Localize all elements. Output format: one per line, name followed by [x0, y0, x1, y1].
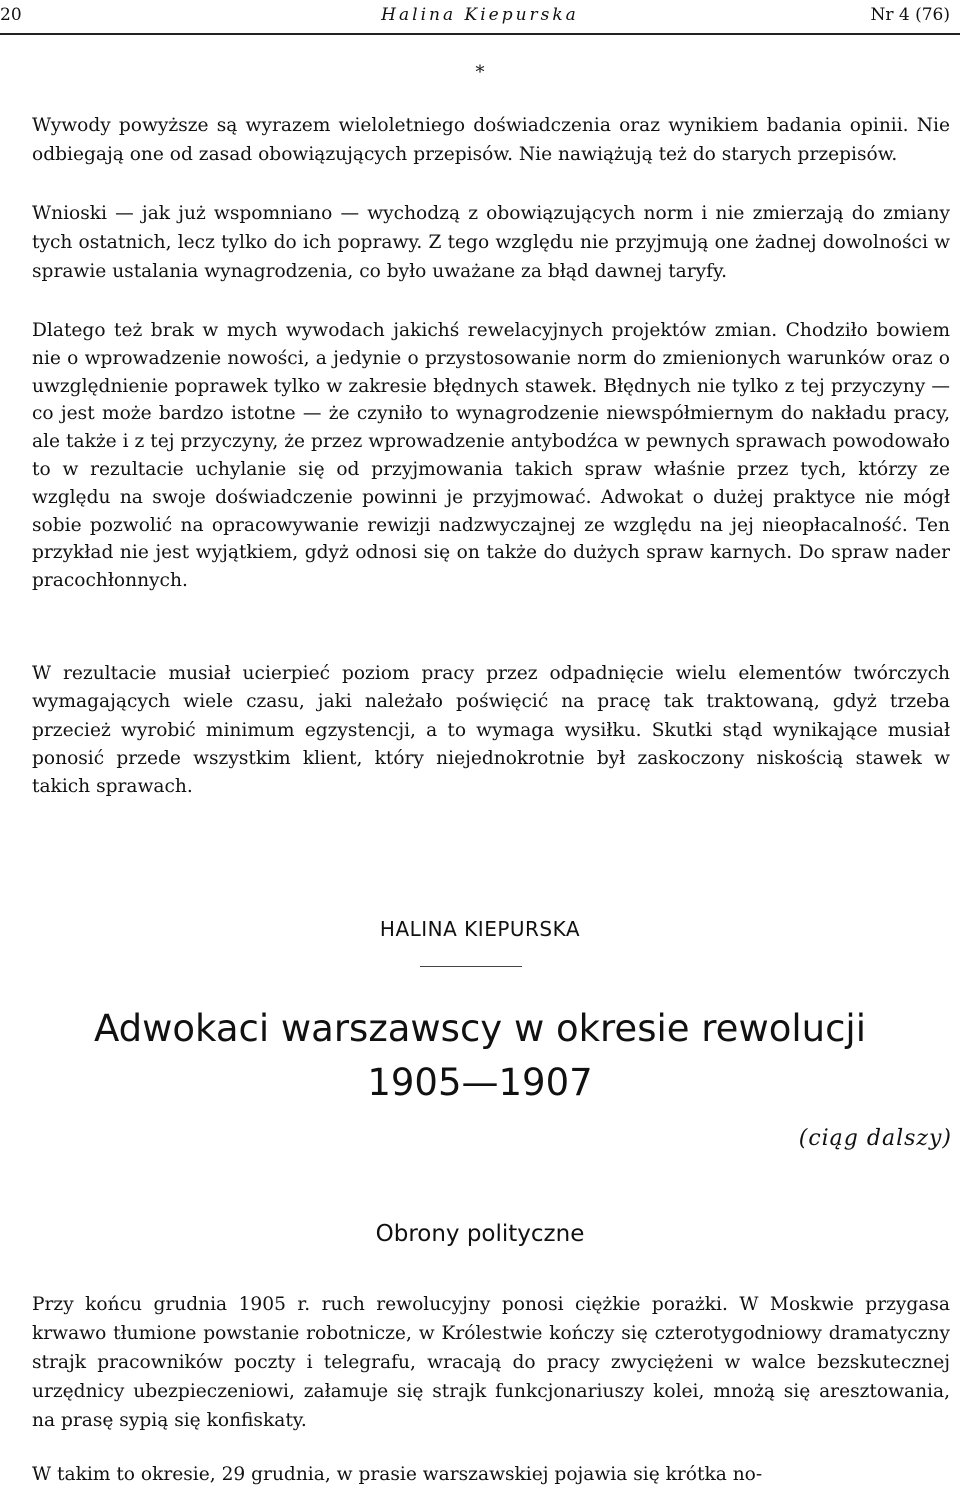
- article-paragraph-2: W takim to okresie, 29 grudnia, w prasie warszawskiej pojawia się krótka no-: [32, 1464, 763, 1485]
- paragraph-2: Wnioski — jak już wspomniano — wychodzą z obowiązujących norm i nie zmierzają do zmiany tych ostatnich, lecz tylko do ich poprawy. Z tego względu nie przyjmują one żadnej dowolności w sprawie ustalania wynagrodzenia, co było uważane za błąd dawnej taryfy.: [32, 203, 950, 283]
- issue-number: Nr 4 (76): [870, 5, 950, 25]
- article-title-years: 1905—1907: [367, 1061, 593, 1104]
- article-author: HALINA KIEPURSKA: [379, 917, 581, 941]
- paragraph-1: Wywody powyższe są wyrazem wieloletniego doświadczenia oraz wynikiem badania opinii. Nie odbiegają one od zasad obowiązujących przepisów. Nie nawiążują też do starych przepisów.: [32, 115, 950, 166]
- paragraph-4: W rezultacie musiał ucierpieć poziom pracy przez odpadnięcie wielu elementów twórczych wymagających wiele czasu, jaki należało poświęcić na pracę tak traktowaną, gdyż trzeba przecież wyrobić minimum egzystencji, a to wymaga wysiłku. Skutki stąd wynikające musiał ponosić przede wszystkim klient, który niejednokrotnie był zaskoczony niskością stawek w takich sprawach.: [32, 663, 950, 798]
- section-title: Obrony polityczne: [375, 1221, 585, 1247]
- running-header: [0, 0, 960, 34]
- section-separator: *: [475, 62, 485, 83]
- byline-rule: [420, 966, 522, 967]
- running-author: Halina Kiepurska: [381, 5, 579, 25]
- article-title: Adwokaci warszawscy w okresie rewolucji: [94, 1007, 866, 1050]
- continuation-note: (ciąg dalszy): [798, 1126, 952, 1151]
- page-number: 20: [0, 5, 22, 25]
- paragraph-3: Dlatego też brak w mych wywodach jakichś rewelacyjnych projektów zmian. Chodziło bowiem nie o wprowadzenie nowości, a jedynie o przystosowanie norm do zmienionych warunków oraz o uwzględnienie poprawek tylko w zakresie błędnych stawek. Błędnych nie tylko z tej przyczyny — co jest może bardzo istotne — że czyniło to wynagrodzenie niewspółmiernym do nakładu pracy, ale także i z tej przyczyny, że przez wprowadzenie antybodźca w pewnych sprawach powodowało to w rezultacie uchylanie się od przyjmowania takich spraw właśnie przez tych, którzy ze względu na swoje doświadczenie powinni je przyjmować. Adwokat o dużej praktyce nie mógł sobie pozwolić na opracowywanie rewizji nadzwyczajnej ze względu na jej nieopłacalność. Ten przykład nie jest wyjątkiem, gdyż odnosi się on także do dużych spraw karnych. Do spraw nader pracochłonnych.: [32, 320, 950, 592]
- header-rule: [0, 33, 960, 35]
- article-paragraph-1: Przy końcu grudnia 1905 r. ruch rewolucyjny ponosi ciężkie porażki. W Moskwie przygasa krwawo tłumione powstanie robotnicze, w Królestwie kończy się czterotygodniowy dramatyczny strajk pracowników poczty i telegrafu, wracają do pracy zwyciężeni w walce bezskutecznej urzędnicy ubezpieczeniowi, załamuje się strajk funkcjonariuszy kolei, mnożą się aresztowania, na prasę sypią się konfiskaty.: [32, 1294, 950, 1431]
